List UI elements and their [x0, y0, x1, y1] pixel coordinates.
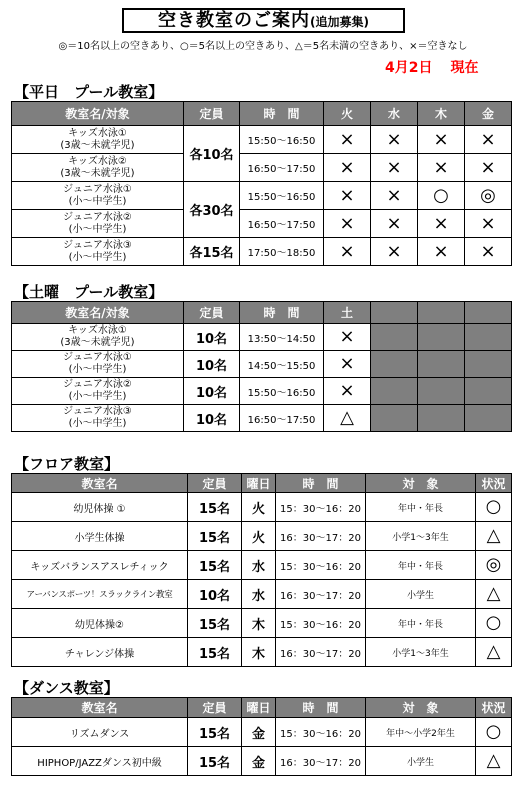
status-mark: ×: [371, 210, 418, 238]
time-cell: 16:50～17:50: [240, 405, 324, 432]
shaded-cell: [465, 351, 512, 378]
time-cell: 15:50～16:50: [240, 182, 324, 210]
capacity-cell: 10名: [184, 378, 240, 405]
class-name-cell: キッズバランスアスレチィック: [12, 551, 188, 580]
time-cell: 16：30～17：20: [276, 747, 366, 776]
col-header: 時 間: [240, 102, 324, 126]
status-mark: ×: [324, 154, 371, 182]
class-name-cell: ジュニア水泳② (小～中学生): [12, 210, 184, 238]
dance-title: 【ダンス教室】: [14, 679, 119, 697]
col-header: 水: [371, 102, 418, 126]
capacity-cell: 15名: [188, 609, 242, 638]
capacity-cell: 15名: [188, 747, 242, 776]
saturday-pool-table: [11, 301, 512, 432]
table-row: [12, 182, 512, 210]
table-row: [12, 718, 512, 747]
col-header: 対 象: [366, 698, 476, 718]
time-cell: 16：30～17：20: [276, 522, 366, 551]
status-mark: △: [476, 638, 512, 667]
capacity-cell: 10名: [184, 405, 240, 432]
class-name-cell: チャレンジ体操: [12, 638, 188, 667]
time-cell: 15:50～16:50: [240, 378, 324, 405]
table-row: [12, 126, 512, 154]
floor-table: [11, 473, 512, 667]
status-mark: ×: [371, 182, 418, 210]
status-mark: △: [476, 522, 512, 551]
target-cell: 年中・年長: [366, 551, 476, 580]
class-name-cell: ジュニア水泳③ (小～中学生): [12, 405, 184, 432]
class-name-cell: キッズ水泳② (3歳～未就学児): [12, 154, 184, 182]
day-cell: 火: [242, 493, 276, 522]
capacity-cell: 15名: [188, 551, 242, 580]
table-row: [12, 522, 512, 551]
capacity-cell: 各15名: [184, 238, 240, 266]
table-row: [12, 154, 512, 182]
time-cell: 16：30～17：20: [276, 638, 366, 667]
col-header: 定員: [188, 698, 242, 718]
class-name-cell: ジュニア水泳① (小～中学生): [12, 351, 184, 378]
page-title-box: [122, 8, 405, 33]
status-mark: ×: [324, 182, 371, 210]
status-mark: △: [324, 405, 371, 432]
col-header: 木: [418, 102, 465, 126]
target-cell: 年中～小学2年生: [366, 718, 476, 747]
status-mark: ×: [371, 154, 418, 182]
weekday-pool-table: [11, 101, 512, 266]
status-mark: ○: [476, 718, 512, 747]
table-header-row: [12, 474, 512, 493]
time-cell: 15:50～16:50: [240, 126, 324, 154]
capacity-cell: 15名: [188, 493, 242, 522]
time-cell: 15：30～16：20: [276, 551, 366, 580]
capacity-cell: 15名: [188, 522, 242, 551]
table-row: [12, 747, 512, 776]
shaded-cell: [371, 324, 418, 351]
target-cell: 小学1～3年生: [366, 638, 476, 667]
class-name-cell: ジュニア水泳③ (小～中学生): [12, 238, 184, 266]
table-header-row: [12, 302, 512, 324]
class-name-cell: リズムダンス: [12, 718, 188, 747]
col-header: 金: [465, 102, 512, 126]
table-row: [12, 324, 512, 351]
table-row: [12, 378, 512, 405]
col-header: 時 間: [276, 698, 366, 718]
col-header: 火: [324, 102, 371, 126]
capacity-cell: 15名: [188, 718, 242, 747]
col-header: 対 象: [366, 474, 476, 493]
table-row: [12, 609, 512, 638]
weekday-pool-title: 【平日 プール教室】: [14, 83, 164, 101]
table-row: [12, 493, 512, 522]
class-name-cell: 幼児体操②: [12, 609, 188, 638]
page-title: 空き教室のご案内: [158, 10, 310, 31]
shaded-cell: [418, 378, 465, 405]
shaded-cell: [418, 324, 465, 351]
target-cell: 年中・年長: [366, 493, 476, 522]
time-cell: 16：30～17：20: [276, 580, 366, 609]
page-subtitle: (追加募集): [310, 15, 369, 29]
time-cell: 16:50～17:50: [240, 210, 324, 238]
shaded-cell: [371, 405, 418, 432]
time-cell: 14:50～15:50: [240, 351, 324, 378]
status-mark: ○: [418, 182, 465, 210]
status-mark: ×: [418, 126, 465, 154]
shaded-cell: [371, 302, 418, 324]
status-mark: ○: [476, 493, 512, 522]
shaded-cell: [371, 351, 418, 378]
status-mark: △: [476, 747, 512, 776]
col-header: 定員: [184, 302, 240, 324]
target-cell: 小学生: [366, 747, 476, 776]
capacity-cell: 10名: [184, 351, 240, 378]
shaded-cell: [465, 324, 512, 351]
time-cell: 15：30～16：20: [276, 609, 366, 638]
col-header: 曜日: [242, 474, 276, 493]
saturday-pool-title: 【土曜 プール教室】: [14, 283, 164, 301]
day-cell: 水: [242, 580, 276, 609]
col-header: 定員: [184, 102, 240, 126]
capacity-cell: 15名: [188, 638, 242, 667]
class-name-cell: HIPHOP/JAZZダンス初中級: [12, 747, 188, 776]
dance-table: [11, 697, 512, 776]
class-name-cell: キッズ水泳① (3歳～未就学児): [12, 126, 184, 154]
target-cell: 小学1～3年生: [366, 522, 476, 551]
class-name-cell: 小学生体操: [12, 522, 188, 551]
col-header: 教室名/対象: [12, 302, 184, 324]
as-of-date: [385, 57, 478, 77]
col-header: 曜日: [242, 698, 276, 718]
table-row: [12, 351, 512, 378]
day-cell: 火: [242, 522, 276, 551]
status-mark: ×: [324, 126, 371, 154]
day-cell: 金: [242, 747, 276, 776]
table-row: [12, 210, 512, 238]
shaded-cell: [418, 351, 465, 378]
status-mark: ×: [371, 126, 418, 154]
col-header: 教室名: [12, 474, 188, 493]
capacity-cell: 各10名: [184, 126, 240, 182]
status-mark: ×: [418, 154, 465, 182]
status-mark: ◎: [476, 551, 512, 580]
shaded-cell: [371, 378, 418, 405]
col-header: 教室名/対象: [12, 102, 184, 126]
col-header: 状況: [476, 474, 512, 493]
status-mark: ×: [465, 154, 512, 182]
col-header: 教室名: [12, 698, 188, 718]
shaded-cell: [418, 302, 465, 324]
status-mark: ×: [324, 351, 371, 378]
class-name-cell: ジュニア水泳② (小～中学生): [12, 378, 184, 405]
status-mark: ×: [418, 210, 465, 238]
time-cell: 15：30～16：20: [276, 493, 366, 522]
table-header-row: [12, 698, 512, 718]
day-cell: 水: [242, 551, 276, 580]
status-mark: ◎: [465, 182, 512, 210]
date-value: 4月2日: [385, 60, 433, 76]
time-cell: 16:50～17:50: [240, 154, 324, 182]
status-mark: ○: [476, 609, 512, 638]
legend-text: ◎＝10名以上の空きあり、○＝5名以上の空きあり、△＝5名未満の空きあり、×＝空きなし: [58, 41, 468, 52]
col-header: 状況: [476, 698, 512, 718]
status-mark: ×: [371, 238, 418, 266]
status-mark: △: [476, 580, 512, 609]
capacity-cell: 10名: [188, 580, 242, 609]
time-cell: 15：30～16：20: [276, 718, 366, 747]
shaded-cell: [465, 405, 512, 432]
time-cell: 13:50～14:50: [240, 324, 324, 351]
status-mark: ×: [465, 210, 512, 238]
status-mark: ×: [418, 238, 465, 266]
status-mark: ×: [324, 378, 371, 405]
shaded-cell: [418, 405, 465, 432]
class-name-cell: 幼児体操 ①: [12, 493, 188, 522]
table-header-row: [12, 102, 512, 126]
day-cell: 木: [242, 609, 276, 638]
col-header: 土: [324, 302, 371, 324]
status-mark: ×: [324, 210, 371, 238]
status-mark: ×: [465, 238, 512, 266]
time-cell: 17:50～18:50: [240, 238, 324, 266]
class-name-cell: ジュニア水泳① (小～中学生): [12, 182, 184, 210]
date-suffix: 現在: [450, 60, 479, 76]
status-mark: ×: [324, 324, 371, 351]
table-row: [12, 405, 512, 432]
status-mark: ×: [324, 238, 371, 266]
table-row: [12, 551, 512, 580]
floor-title: 【フロア教室】: [14, 455, 120, 473]
table-row: [12, 238, 512, 266]
capacity-cell: 各30名: [184, 182, 240, 238]
class-name-cell: アーバンスポーツ！スラックライン教室: [12, 580, 188, 609]
table-row: [12, 580, 512, 609]
day-cell: 木: [242, 638, 276, 667]
day-cell: 金: [242, 718, 276, 747]
col-header: 時 間: [276, 474, 366, 493]
shaded-cell: [465, 378, 512, 405]
class-name-cell: キッズ水泳① (3歳～未就学児): [12, 324, 184, 351]
shaded-cell: [465, 302, 512, 324]
table-row: [12, 638, 512, 667]
col-header: 定員: [188, 474, 242, 493]
target-cell: 年中・年長: [366, 609, 476, 638]
status-mark: ×: [465, 126, 512, 154]
col-header: 時 間: [240, 302, 324, 324]
target-cell: 小学生: [366, 580, 476, 609]
capacity-cell: 10名: [184, 324, 240, 351]
